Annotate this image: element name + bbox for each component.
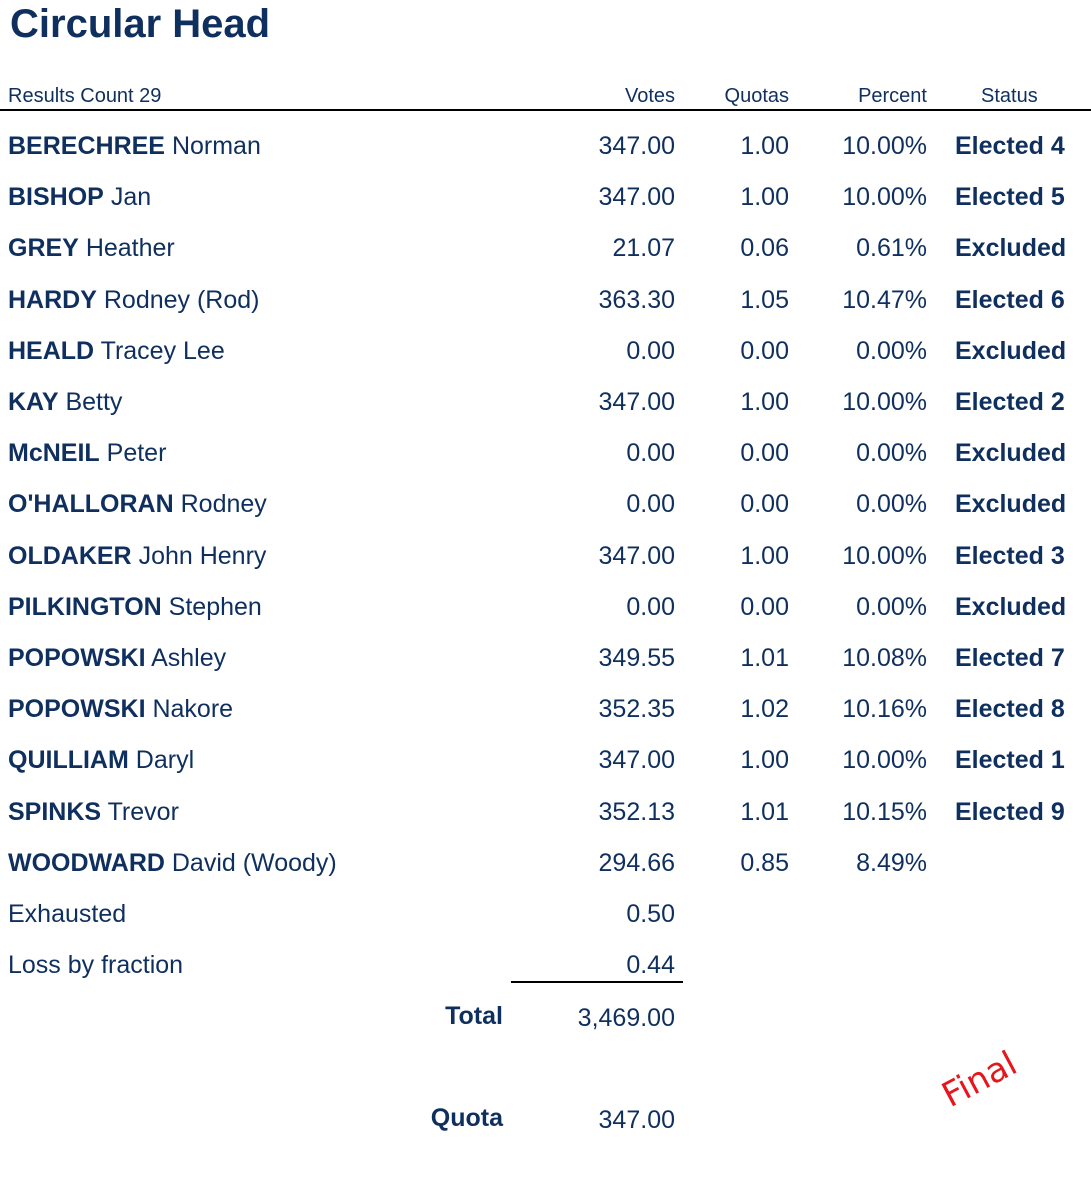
candidate-percent: 10.00%	[842, 388, 927, 416]
candidate-percent: 0.00%	[856, 490, 927, 519]
candidate-given-name: Rodney	[180, 490, 267, 519]
candidate-given-name: Rodney (Rod)	[103, 285, 260, 314]
candidate-surname: BERECHREE	[8, 132, 165, 160]
candidate-given-name: Heather	[85, 234, 175, 263]
candidate-quotas: 0.00	[740, 336, 789, 365]
candidate-percent: 10.00%	[842, 132, 927, 160]
quota-label: Quota	[430, 1104, 503, 1132]
candidate-quotas: 1.01	[740, 797, 789, 826]
candidate-votes: 21.07	[612, 234, 675, 263]
candidate-votes: 347.00	[598, 388, 675, 416]
candidate-status: Elected 3	[955, 541, 1065, 570]
loss-row	[0, 949, 1091, 989]
exhausted-row	[0, 898, 1091, 938]
candidate-name	[8, 744, 194, 776]
candidate-votes: 0.00	[626, 336, 675, 365]
candidate-votes: 347.00	[598, 183, 675, 212]
candidate-surname: McNEIL	[8, 439, 100, 468]
candidate-quotas: 0.00	[740, 439, 789, 468]
candidate-votes: 352.13	[598, 797, 675, 826]
candidate-quotas: 1.05	[740, 285, 789, 314]
candidate-quotas: 1.00	[740, 132, 789, 160]
candidate-name	[8, 284, 260, 316]
candidate-quotas: 1.00	[740, 746, 789, 775]
candidate-name	[8, 335, 225, 367]
candidate-surname: HEALD	[8, 336, 95, 365]
exhausted-votes: 0.50	[626, 900, 675, 928]
results-count-label: Results Count 29	[8, 85, 162, 107]
candidate-percent: 10.00%	[842, 541, 927, 570]
candidate-name	[8, 232, 175, 264]
candidate-given-name: Jan	[110, 183, 152, 212]
candidate-votes: 347.00	[598, 746, 675, 775]
status-column-header: Status	[981, 85, 1038, 107]
candidate-status: Elected 8	[955, 695, 1065, 724]
candidate-status: Excluded	[955, 234, 1067, 263]
candidate-votes: 0.00	[626, 439, 675, 468]
table-row	[0, 181, 1091, 221]
candidate-surname: WOODWARD	[8, 848, 165, 877]
candidate-quotas: 1.00	[740, 541, 789, 570]
sum-divider	[511, 981, 683, 983]
candidate-status: Elected 7	[955, 644, 1065, 672]
candidate-quotas: 0.06	[740, 234, 789, 263]
candidate-given-name: John Henry	[138, 541, 267, 570]
table-row	[0, 232, 1091, 272]
candidate-status: Elected 5	[955, 183, 1065, 212]
candidate-votes: 0.00	[626, 490, 675, 519]
candidate-surname: SPINKS	[8, 797, 102, 826]
candidate-surname: POPOWSKI	[8, 644, 146, 672]
table-row	[0, 744, 1091, 784]
candidate-name	[8, 386, 122, 418]
candidate-surname: PILKINGTON	[8, 592, 162, 621]
votes-column-header: Votes	[624, 85, 675, 107]
candidate-quotas: 1.00	[740, 183, 789, 212]
candidate-name	[8, 488, 267, 520]
candidate-votes: 363.30	[598, 285, 675, 314]
total-label: Total	[445, 1002, 503, 1030]
candidate-votes: 0.00	[626, 592, 675, 621]
candidate-name	[8, 591, 262, 623]
candidate-surname: KAY	[8, 388, 59, 416]
candidate-status: Elected 6	[955, 285, 1065, 314]
candidate-name	[8, 437, 166, 469]
final-stamp: Final	[935, 1043, 1024, 1116]
candidate-given-name: Peter	[106, 439, 167, 468]
candidate-quotas: 0.85	[740, 848, 789, 877]
candidate-given-name: Norman	[171, 132, 261, 160]
candidate-given-name: David (Woody)	[171, 848, 337, 877]
candidate-given-name: Nakore	[152, 695, 234, 724]
candidate-surname: POPOWSKI	[8, 695, 146, 724]
percent-column-header: Percent	[858, 85, 927, 107]
candidate-given-name: Trevor	[107, 797, 179, 826]
candidate-name	[8, 796, 179, 828]
loss-label: Loss by fraction	[8, 951, 184, 979]
candidate-name	[8, 130, 261, 162]
candidate-name	[8, 181, 151, 213]
candidate-status: Excluded	[955, 439, 1067, 468]
candidate-status: Elected 1	[955, 746, 1065, 775]
candidate-given-name: Stephen	[168, 592, 262, 621]
candidate-percent: 0.00%	[856, 439, 927, 468]
candidate-given-name: Betty	[65, 388, 123, 416]
candidate-surname: OLDAKER	[8, 541, 132, 570]
table-row	[0, 386, 1091, 426]
candidate-percent: 0.61%	[856, 234, 927, 263]
candidate-status: Excluded	[955, 490, 1067, 519]
candidate-percent: 10.08%	[842, 644, 927, 672]
candidate-votes: 347.00	[598, 132, 675, 160]
candidate-status: Elected 4	[955, 132, 1065, 160]
candidate-percent: 10.16%	[842, 695, 927, 724]
quotas-column-header: Quotas	[724, 85, 789, 107]
table-row	[0, 642, 1091, 682]
table-row	[0, 693, 1091, 733]
candidate-percent: 10.00%	[842, 746, 927, 775]
candidate-status: Elected 9	[955, 797, 1065, 826]
candidate-percent: 0.00%	[856, 336, 927, 365]
quota-votes: 347.00	[598, 1106, 675, 1134]
candidate-quotas: 0.00	[740, 592, 789, 621]
candidate-quotas: 1.02	[740, 695, 789, 724]
candidate-votes: 294.66	[598, 848, 675, 877]
table-row	[0, 540, 1091, 580]
candidate-status: Excluded	[955, 336, 1067, 365]
candidate-quotas: 1.01	[740, 644, 789, 672]
exhausted-label: Exhausted	[8, 900, 127, 928]
candidate-surname: O'HALLORAN	[8, 490, 174, 519]
table-row	[0, 130, 1091, 170]
table-row	[0, 335, 1091, 375]
candidate-name	[8, 847, 337, 879]
candidate-percent: 10.15%	[842, 797, 927, 826]
table-row	[0, 847, 1091, 887]
candidate-votes: 352.35	[598, 695, 675, 724]
candidate-given-name: Ashley	[151, 644, 227, 672]
candidate-votes: 347.00	[598, 541, 675, 570]
candidate-surname: QUILLIAM	[8, 746, 129, 775]
candidate-percent: 10.47%	[842, 285, 927, 314]
candidate-given-name: Daryl	[135, 746, 195, 775]
candidate-surname: BISHOP	[8, 183, 104, 212]
candidate-status: Excluded	[955, 592, 1067, 621]
table-row	[0, 796, 1091, 836]
table-row	[0, 591, 1091, 631]
candidate-name	[8, 540, 266, 572]
header-divider	[0, 109, 1091, 111]
candidate-percent: 10.00%	[842, 183, 927, 212]
table-row	[0, 284, 1091, 324]
candidate-surname: HARDY	[8, 285, 97, 314]
table-row	[0, 488, 1091, 528]
candidate-name	[8, 693, 233, 725]
candidate-surname: GREY	[8, 234, 79, 263]
candidate-votes: 349.55	[598, 644, 675, 672]
total-votes: 3,469.00	[577, 1004, 675, 1032]
candidate-quotas: 1.00	[740, 388, 789, 416]
candidate-given-name: Tracey Lee	[100, 336, 225, 365]
candidate-percent: 0.00%	[856, 592, 927, 621]
candidate-quotas: 0.00	[740, 490, 789, 519]
loss-votes: 0.44	[626, 951, 675, 979]
page-title: Circular Head	[10, 2, 271, 46]
candidate-percent: 8.49%	[856, 848, 927, 877]
candidate-status: Elected 2	[955, 388, 1065, 416]
table-row	[0, 437, 1091, 477]
candidate-name	[8, 642, 226, 674]
